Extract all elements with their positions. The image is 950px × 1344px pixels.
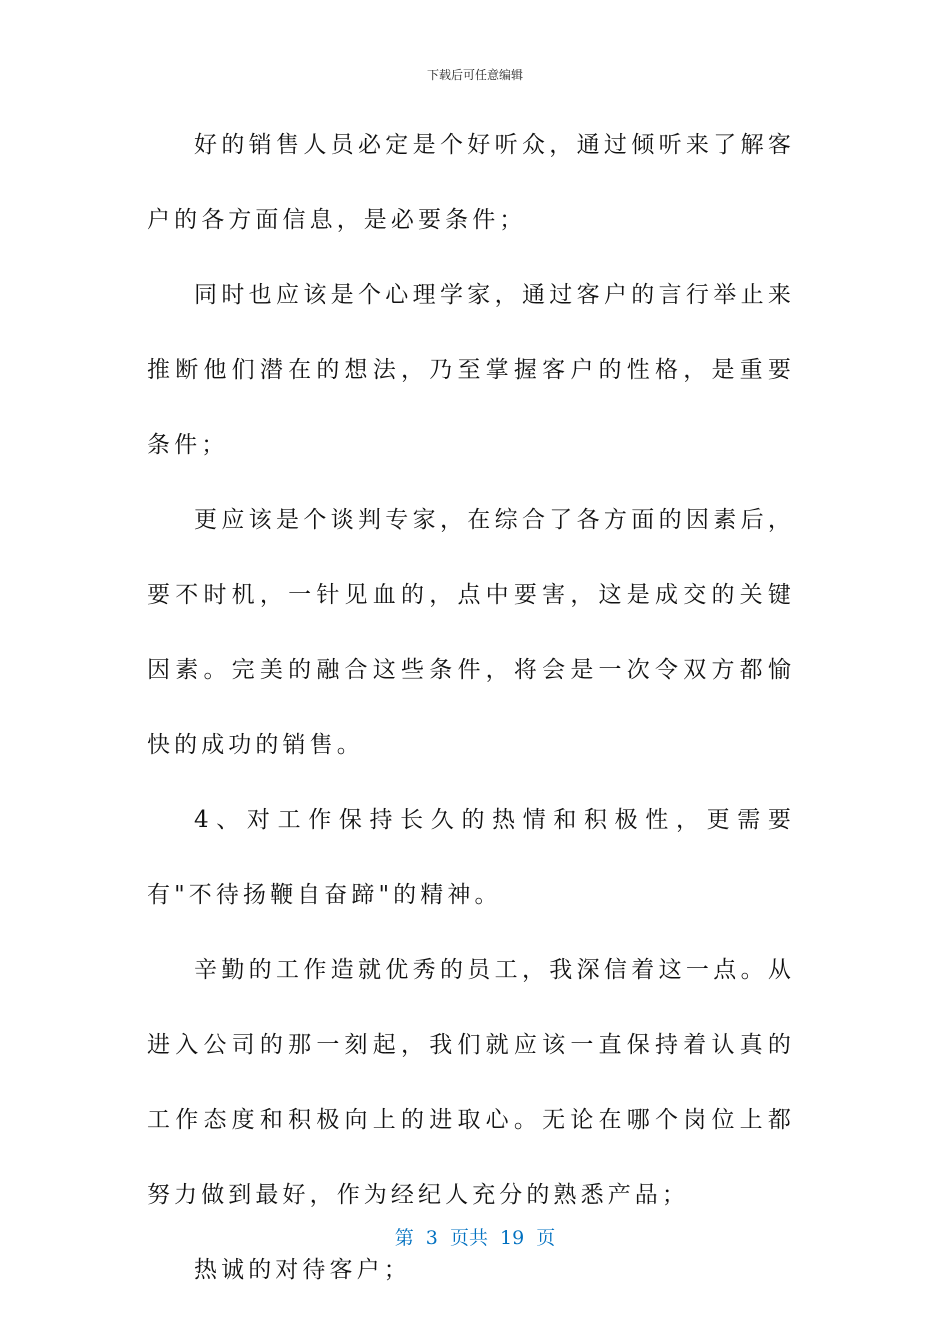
paragraph-3: 更应该是个谈判专家，在综合了各方面的因素后，要不时机，一针见血的，点中要害，这是成交的关键因素。完美的融合这些条件，将会是一次令双方都愉快的成功的销售。 bbox=[147, 507, 795, 758]
paragraph-6: 热诚的对待客户； bbox=[194, 1257, 411, 1283]
paragraph-4: 4、对工作保持长久的热情和积极性，更需要有"不待扬鞭自奋蹄"的精神。 bbox=[147, 807, 795, 908]
paragraph-2: 同时也应该是个心理学家，通过客户的言行举止来推断他们潜在的想法，乃至掌握客户的性格，是重要条件； bbox=[147, 282, 795, 458]
paragraph-5: 辛勤的工作造就优秀的员工，我深信着这一点。从进入公司的那一刻起，我们就应该一直保持着认真的工作态度和积极向上的进取心。无论在哪个岗位上都努力做到最好，作为经纪人充分的熟悉产品； bbox=[147, 957, 795, 1208]
paragraph-1: 好的销售人员必定是个好听众，通过倾听来了解客户的各方面信息，是必要条件； bbox=[147, 132, 795, 233]
document-body bbox=[147, 108, 795, 1308]
page-number-footer: 第 3 页共 19 页 bbox=[394, 1227, 556, 1249]
header-note: 下载后可任意编辑 bbox=[426, 68, 523, 82]
